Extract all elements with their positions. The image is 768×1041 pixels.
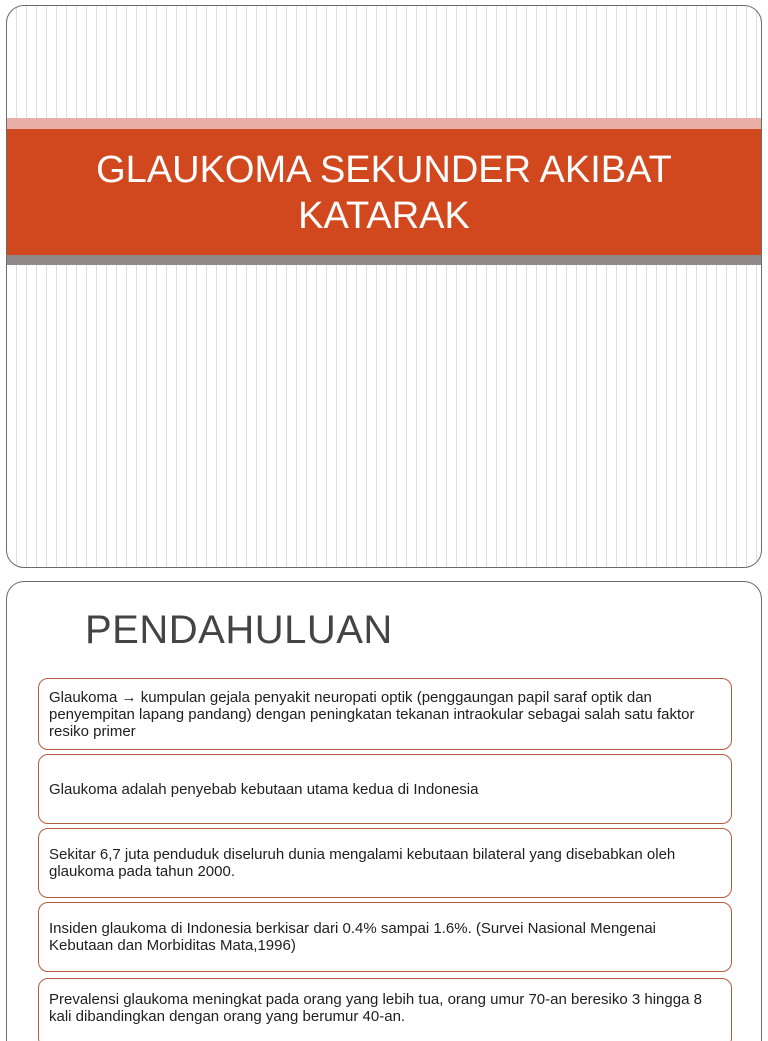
list-item: [38, 902, 732, 972]
section-heading: PENDAHULUAN: [85, 608, 393, 652]
slide-title-line-2: KATARAK: [298, 195, 470, 237]
slide-title-line-1: GLAUKOMA SEKUNDER AKIBAT: [96, 149, 672, 191]
list-item-text: Sekitar 6,7 juta penduduk diseluruh dunia mengalami kebutaan bilateral yang disebabkan oleh glaukoma pada tahun 2000.: [49, 846, 676, 880]
title-band-bottom-stripe: [7, 255, 761, 265]
title-band-top-stripe: [7, 118, 761, 129]
title-band: [7, 129, 761, 255]
content-slide: [6, 581, 762, 1041]
list-item-text: Insiden glaukoma di Indonesia berkisar dari 0.4% sampai 1.6%. (Survei Nasional Mengenai Kebutaan dan Morbiditas Mata,1996): [49, 920, 657, 954]
list-item: [38, 754, 732, 824]
list-item: [38, 978, 732, 1041]
title-slide: [6, 5, 762, 568]
list-item: [38, 678, 732, 750]
slide-title: [54, 147, 714, 239]
list-item-text: Glaukoma adalah penyebab kebutaan utama kedua di Indonesia: [49, 780, 479, 798]
list-item-text: Prevalensi glaukoma meningkat pada orang yang lebih tua, orang umur 70-an beresiko 3 hingga 8 kali dibandingkan dengan orang yang berumur 40-an.: [49, 991, 702, 1025]
list-item: [38, 828, 732, 898]
list-item-text: Glaukoma → kumpulan gejala penyakit neuropati optik (penggaungan papil saraf optik dan penyempitan lapang pandang) dengan peningkatan tekanan intraokular sebagai salah satu faktor resiko primer: [49, 688, 695, 740]
